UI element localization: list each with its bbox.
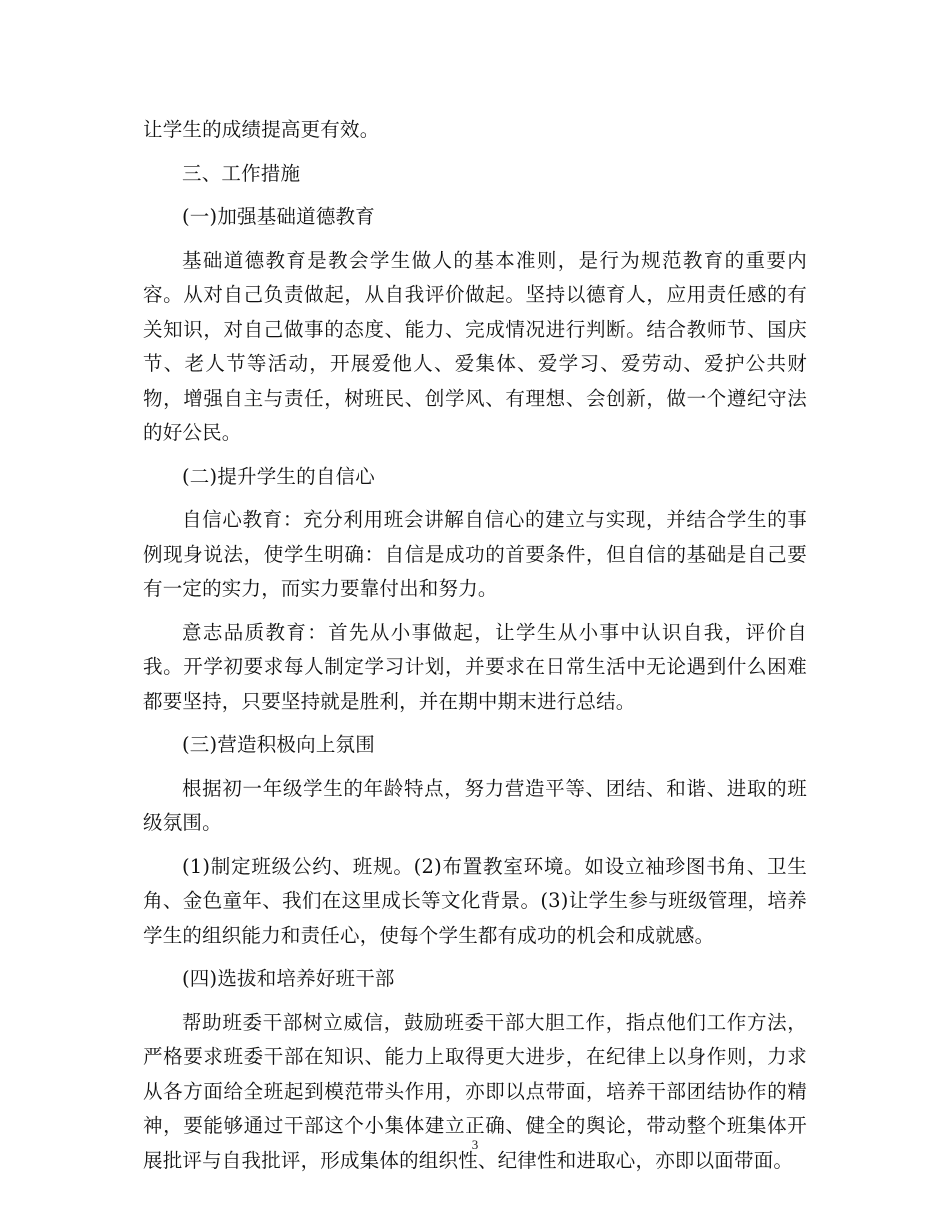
paragraph-confidence-education: 自信心教育：充分利用班会讲解自信心的建立与实现，并结合学生的事例现身说法，使学生明确：自信是成功的首要条件，但自信的基础是自己要有一定的实力，而实力要靠付出和努力。 <box>143 508 807 600</box>
section-heading-work-measures: 三、工作措施 <box>182 161 301 185</box>
paragraph-class-rules: (1)制定班级公约、班规。(2)布置教室环境。如设立袖珍图书角、卫生角、金色童年、我们在这里成长等文化背景。(3)让学生参与班级管理，培养学生的组织能力和责任心，使每个学生都有成功的机会和成就感。 <box>143 854 807 947</box>
paragraph-class-atmosphere: 根据初一年级学生的年龄特点，努力营造平等、团结、和谐、进取的班级氛围。 <box>143 776 807 834</box>
subheading-positive-atmosphere: (三)营造积极向上氛围 <box>182 733 375 756</box>
paragraph-cadre-training: 帮助班委干部树立威信，鼓励班委干部大胆工作，指点他们工作方法，严格要求班委干部在知识、能力上取得更大进步，在纪律上以身作则，力求从各方面给全班起到模范带头作用，亦即以点带面，培养干部团结协作的精神，要能够通过干部这个小集体建立正确、健全的舆论，带动整个班集体开展批评与自我批评，形成集体的组织性、纪律性和进取心，亦即以面带面。 <box>143 1010 807 1172</box>
subheading-self-confidence: (二)提升学生的自信心 <box>182 464 375 488</box>
page-content <box>143 113 807 1187</box>
paragraph-willpower-education: 意志品质教育：首先从小事做起，让学生从小事中认识自我，评价自我。开学初要求每人制定学习计划，并要求在日常生活中无论遇到什么困难都要坚持，只要坚持就是胜利，并在期中期末进行总结。 <box>143 620 807 713</box>
page-number: 3 <box>471 1137 479 1152</box>
paragraph-moral-education: 基础道德教育是教会学生做人的基本准则，是行为规范教育的重要内容。从对自己负责做起，从自我评价做起。坚持以德育人，应用责任感的有关知识，对自己做事的态度、能力、完成情况进行判断。结合教师节、国庆节、老人节等活动，开展爱他人、爱集体、爱学习、爱劳动、爱护公共财物，增强自主与责任，树班民、创学风、有理想、会创新，做一个遵纪守法的好公民。 <box>143 248 807 444</box>
subheading-class-cadres: (四)选拔和培养好班干部 <box>182 967 395 990</box>
paragraph-continuation: 让学生的成绩提高更有效。 <box>143 118 380 141</box>
subheading-moral-education: (一)加强基础道德教育 <box>182 205 375 228</box>
